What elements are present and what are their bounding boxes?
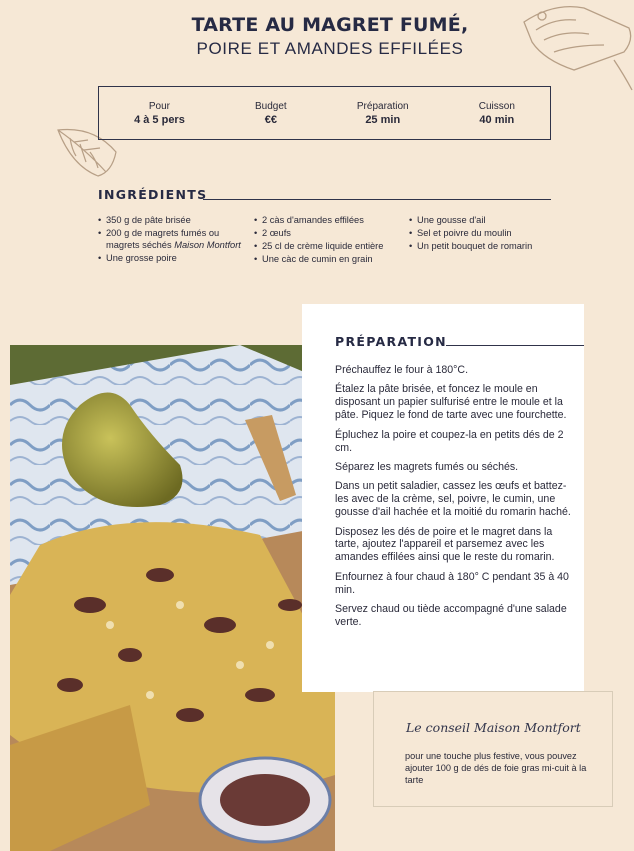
ingredient-text: 200 g de magrets fumés ou magrets séchés (106, 228, 220, 250)
info-label: Pour (148, 100, 171, 112)
ingredient-item (98, 227, 248, 251)
preparation-divider (446, 345, 584, 346)
info-value: 25 min (365, 113, 401, 126)
preparation-steps (335, 364, 579, 635)
preparation-step: Séparez les magrets fumés ou séchés. (335, 460, 519, 473)
info-budget (255, 101, 287, 126)
ingredient-item: • Une càc de cumin en grain (254, 253, 404, 265)
ingredient-item: • Sel et poivre du moulin (409, 227, 549, 239)
preparation-card (302, 304, 584, 692)
tip-title: Le conseil Maison Montfort (406, 720, 581, 735)
pie-photo (10, 345, 335, 851)
ingredients-heading: INGRÉDIENTS (98, 187, 208, 202)
ingredients-divider (203, 199, 551, 200)
ingredient-item: • Une grosse poire (98, 252, 248, 264)
info-cook-time (479, 101, 515, 126)
ingredient-item: • 25 cl de crème liquide entière (254, 240, 404, 252)
recipe-info-box (98, 86, 551, 140)
ingredient-item: • Une gousse d'ail (409, 214, 549, 226)
preparation-step: Préchauffez le four à 180°C. (335, 364, 469, 376)
ingredients-column-2 (254, 214, 404, 266)
ingredient-item: • 350 g de pâte brisée (98, 214, 248, 226)
ingredients-column-3 (409, 214, 549, 253)
recipe-subtitle: POIRE ET AMANDES EFFILÉES (196, 39, 464, 58)
tip-box (373, 691, 613, 807)
preparation-step: Enfournez à four chaud à 180° C pendant 35 à 40 min. (335, 570, 569, 596)
info-value: €€ (264, 113, 277, 126)
info-label: Préparation (356, 100, 409, 112)
tip-text: pour une touche plus festive, vous pouvez ajouter 100 g de dés de foie gras mi-cuit à la tarte (405, 751, 587, 785)
info-servings (134, 101, 185, 126)
info-value: 40 min (479, 113, 515, 126)
recipe-title: TARTE AU MAGRET FUMÉ, (191, 14, 469, 36)
ingredient-item: • Un petit bouquet de romarin (409, 240, 549, 252)
ingredient-item: • 2 œufs (254, 227, 404, 239)
ingredient-item: • 2 càs d'amandes effilées (254, 214, 404, 226)
brand-name: Maison Montfort (174, 240, 241, 250)
preparation-heading: PRÉPARATION (335, 334, 447, 349)
preparation-step: Disposez les dés de poire et le magret dans la tarte, ajoutez l'appareil et parsemez avec les amandes effilées ainsi que le reste du romarin. (335, 525, 555, 564)
preparation-step: Épluchez la poire et coupez-la en petits dés de 2 cm. (335, 428, 564, 454)
info-prep-time (357, 101, 409, 126)
preparation-step: Servez chaud ou tiède accompagné d'une salade verte. (335, 603, 567, 628)
info-label: Budget (255, 100, 287, 112)
info-value: 4 à 5 pers (134, 113, 185, 126)
preparation-step: Dans un petit saladier, cassez les œufs et battez-les avec de la crème, sel, poivre, le cumin, une gousse d'ail hachée et la moitié du romarin haché. (335, 480, 571, 519)
ingredients-column-1 (98, 214, 248, 265)
info-label: Cuisson (478, 100, 515, 112)
preparation-step: Étalez la pâte brisée, et foncez le moule en disposant un papier sulfurisé entre le moule et la pâte. Piquez le fond de tarte avec une fourchette. (335, 383, 567, 422)
